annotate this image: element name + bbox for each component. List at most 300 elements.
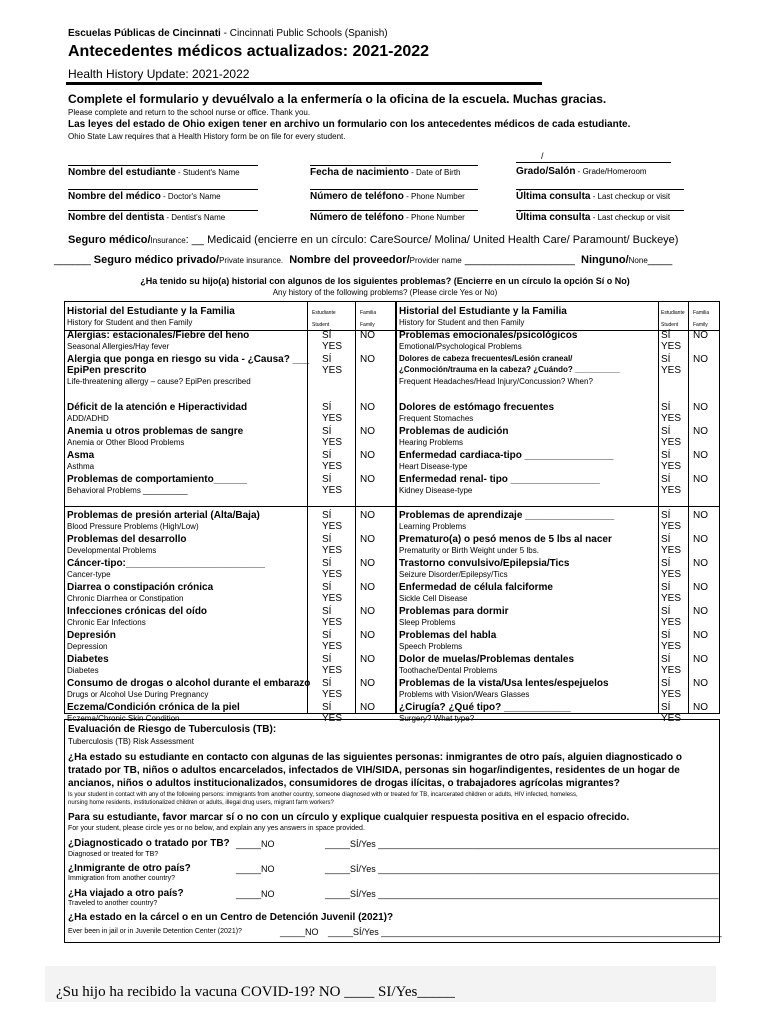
dentist-line[interactable] (68, 210, 258, 211)
student-no-option[interactable]: NO (693, 330, 708, 341)
student-yes-option[interactable] (661, 402, 681, 424)
row-label: Problemas de audición (399, 426, 509, 437)
student-no-option[interactable]: NO (360, 606, 375, 617)
row-label-2: EpiPen prescrito (67, 365, 147, 376)
student-no-option[interactable]: NO (360, 510, 375, 521)
insurance-label: Seguro médico/ (68, 234, 151, 246)
student-no-option[interactable]: NO (360, 330, 375, 341)
row-label: Dolores de cabeza frecuentes/Lesión craneal/ (399, 354, 573, 363)
student-no-option[interactable]: NO (693, 702, 708, 713)
yes-text: YES (322, 641, 343, 652)
col-student-en: Student (312, 322, 330, 328)
student-no-option[interactable]: NO (693, 606, 708, 617)
history-question-es: ¿Ha tenido su hijo(a) historial con algunos de los siguientes problemas? (Encierre en un círculo la opción Sí o No) (140, 276, 630, 286)
phone1-label-es: Número de teléfono (310, 191, 404, 202)
tb-q2-yes[interactable]: _____SÍ/Yes ____________________________________________________________________ (325, 864, 719, 874)
table-row (396, 678, 720, 702)
si-text: SÍ (661, 654, 671, 665)
row-label-en: Depression (67, 642, 108, 651)
student-yes-option[interactable] (322, 330, 342, 352)
table-row (396, 450, 720, 474)
row-label-2: ¿Conmoción/trauma en la cabeza? ¿Cuándo? __________ (399, 365, 620, 374)
table-row (396, 582, 720, 606)
tb-instructions-es: Para su estudiante, favor marcar sí o no con un círculo y explique cualquier respuesta positiva en el espacio ofrecido. (68, 812, 630, 823)
row-label: Problemas emocionales/psicológicos (399, 330, 578, 341)
table-row (396, 474, 720, 504)
student-yes-option[interactable] (322, 426, 342, 448)
row-label: Asma (67, 450, 95, 461)
checkup1-label (516, 191, 670, 202)
row-label: Consumo de drogas o alcohol durante el embarazo (67, 678, 311, 689)
row-label-en: Drugs or Alcohol Use During Pregnancy (67, 690, 209, 699)
si-text: SÍ (322, 354, 332, 365)
student-no-option[interactable]: NO (693, 558, 708, 569)
row-label: Trastorno convulsivo/Epilepsia/Tics (399, 558, 570, 569)
table-row (64, 534, 395, 558)
row-label: ¿Cirugía? ¿Qué tipo? ____________ (399, 702, 571, 713)
checkup2-line[interactable] (516, 210, 684, 211)
row-label: Infecciones crónicas del oído (67, 606, 208, 617)
dentist-label-en: - Dentist's Name (164, 213, 226, 222)
col-family: Familia (360, 310, 377, 316)
student-yes-option[interactable] (661, 354, 681, 376)
row-label-en: Blood Pressure Problems (High/Low) (67, 522, 199, 531)
tb-q2: ¿Inmigrante de otro país? (68, 863, 191, 874)
row-label-en: Chronic Diarrhea or Constipation (67, 594, 184, 603)
yes-text: YES (661, 461, 682, 472)
student-no-option[interactable]: NO (360, 402, 375, 413)
grade-label-en: - Grade/Homeroom (575, 167, 647, 176)
none-blank: ____ (647, 254, 673, 266)
grade-line[interactable] (516, 162, 671, 163)
row-label-en: Eczema/Chronic Skin Condition (67, 714, 180, 723)
yes-text: YES (322, 437, 343, 448)
student-yes-option[interactable] (322, 582, 342, 604)
row-label-en: Anemia or Other Blood Problems (67, 438, 185, 447)
tb-q1-yes[interactable]: _____SÍ/Yes ____________________________________________________________________ (325, 839, 719, 849)
tb-contact-es-1: ¿Ha estado su estudiante en contacto con algunas de las siguientes personas: inmigrantes de otro país, alguien diagnosticado o (68, 752, 683, 763)
doctor-label-en: - Doctor's Name (160, 192, 221, 201)
si-text: SÍ (661, 630, 671, 641)
row-label: Problemas de aprendizaje ________________ (399, 510, 615, 521)
table-row (396, 354, 720, 402)
student-no-option[interactable]: NO (360, 702, 375, 713)
student-name-label (68, 167, 240, 178)
table-row (64, 402, 395, 426)
row-label-en: Life-threatening allergy – cause? EpiPen prescribed (67, 377, 251, 386)
date-slash: / (541, 151, 544, 161)
yes-text: YES (322, 593, 343, 604)
student-no-option[interactable]: NO (360, 450, 375, 461)
tb-q4-no[interactable]: _____NO (280, 927, 319, 937)
si-text: SÍ (322, 426, 332, 437)
insurance-label-en: Insurance (150, 236, 186, 245)
student-yes-option[interactable] (661, 606, 681, 628)
table-row (64, 582, 395, 606)
yes-text: YES (322, 365, 343, 376)
row-label-en: Asthma (67, 462, 95, 471)
row-label: Alergias: estacionales/Fiebre del heno (67, 330, 250, 341)
student-yes-option[interactable] (322, 630, 342, 652)
row-label: Enfermedad de célula falciforme (399, 582, 553, 593)
si-text: SÍ (322, 558, 332, 569)
ohio-law-en: Ohio State Law requires that a Health History form be on file for every student. (68, 132, 346, 141)
student-name-line[interactable] (68, 165, 258, 166)
student-no-option[interactable]: NO (693, 510, 708, 521)
row-label: Depresión (67, 630, 116, 641)
si-text: SÍ (661, 702, 671, 713)
row-label: Problemas del habla (399, 630, 497, 641)
student-yes-option[interactable] (322, 654, 342, 676)
table-title: Historial del Estudiante y la Familia (399, 306, 567, 317)
student-no-option[interactable]: NO (360, 558, 375, 569)
si-text: SÍ (661, 582, 671, 593)
private-insurance-blank: ______ (54, 254, 94, 266)
col-student: Estudiante (661, 310, 685, 316)
yes-text: YES (661, 341, 682, 352)
row-label: Eczema/Condición crónica de la piel (67, 702, 240, 713)
phone1-line[interactable] (310, 189, 478, 190)
none-label-en: None (628, 256, 648, 265)
student-name-label-en: - Student's Name (175, 168, 240, 177)
table-row (64, 354, 395, 402)
si-text: SÍ (322, 582, 332, 593)
si-text: SÍ (322, 630, 332, 641)
yes-text: YES (322, 413, 343, 424)
student-no-option[interactable]: NO (360, 474, 375, 485)
tb-q3-yes[interactable]: _____SÍ/Yes ____________________________________________________________________ (325, 889, 719, 899)
row-label-en: Learning Problems (399, 522, 467, 531)
row-label-en: Problems with Vision/Wears Glasses (399, 690, 530, 699)
provider-label-en: Provider name (409, 256, 462, 265)
si-text: SÍ (322, 450, 332, 461)
row-label: Cáncer-tipo:_________________________ (67, 558, 265, 569)
row-label-en: Developmental Problems (67, 546, 157, 555)
org-subtitle: - Cincinnati Public Schools (Spanish) (220, 28, 388, 39)
student-no-option[interactable]: NO (693, 402, 708, 413)
private-insurance-line[interactable] (54, 254, 672, 266)
phone2-label-en: - Phone Number (403, 213, 465, 222)
student-yes-option[interactable] (661, 654, 681, 676)
student-no-option[interactable]: NO (360, 654, 375, 665)
student-yes-option[interactable] (322, 534, 342, 556)
student-no-option[interactable]: NO (693, 582, 708, 593)
row-label-en: Heart Disease-type (399, 462, 468, 471)
org-name: Escuelas Públicas de Cincinnati (68, 28, 221, 39)
si-text: SÍ (322, 474, 332, 485)
student-yes-option[interactable] (661, 558, 681, 580)
table-row (396, 426, 720, 450)
si-text: SÍ (661, 534, 671, 545)
tb-contact-es-3: ancianos, niños o adultos institucionalizados, consumidores de drogas ilícitas, o trabajadores agrícolas migrantes? (68, 778, 620, 789)
row-label-en: Seizure Disorder/Epilepsy/Tics (399, 570, 508, 579)
covid-question[interactable]: ¿Su hijo ha recibido la vacuna COVID-19? NO ____ SI/Yes_____ (56, 984, 455, 1000)
phone2-label (310, 212, 465, 223)
row-label: Problemas del desarrollo (67, 534, 187, 545)
col-family: Familia (693, 310, 710, 316)
si-text: SÍ (661, 426, 671, 437)
row-label: Déficit de la atención e Hiperactividad (67, 402, 248, 413)
student-yes-option[interactable] (661, 330, 681, 352)
table-row (396, 558, 720, 582)
row-label: Problemas de la vista/Usa lentes/espejuelos (399, 678, 609, 689)
table-row (396, 510, 720, 534)
checkup1-label-es: Última consulta (516, 191, 591, 202)
tb-contact-en-2: nursing home residents, institutionalized children or adults, illegal drug users, migrant farm workers? (68, 800, 334, 806)
si-text: SÍ (322, 402, 332, 413)
yes-text: YES (322, 665, 343, 676)
student-no-option[interactable]: NO (693, 654, 708, 665)
row-label: Diabetes (67, 654, 109, 665)
yes-text: YES (322, 689, 343, 700)
insurance-line[interactable] (68, 234, 678, 246)
yes-text: YES (322, 569, 343, 580)
tb-q4-en: Ever been in jail or in Juvenile Detention Center (2021)? (68, 928, 242, 935)
yes-text: YES (661, 641, 682, 652)
yes-text: YES (322, 617, 343, 628)
row-label-en: Sickle Cell Disease (399, 594, 468, 603)
table-row (396, 606, 720, 630)
title-rule (66, 82, 542, 85)
grade-label-es: Grado/Salón (516, 166, 576, 177)
row-label: Enfermedad renal- tipo ________________ (399, 474, 600, 485)
col-family-en: Family (693, 322, 708, 328)
si-text: SÍ (661, 330, 671, 341)
row-label: Anemia u otros problemas de sangre (67, 426, 244, 437)
student-yes-option[interactable] (322, 510, 342, 532)
table-row (64, 558, 395, 582)
student-yes-option[interactable] (661, 678, 681, 700)
tb-q4: ¿Ha estado en la cárcel o en un Centro de Detención Juvenil (2021)? (68, 912, 394, 923)
student-no-option[interactable]: NO (693, 630, 708, 641)
doctor-label-es: Nombre del médico (68, 191, 161, 202)
checkup2-label-en: - Last checkup or visit (590, 213, 671, 222)
provider-blank: __________________ (461, 254, 575, 266)
yes-text: YES (322, 485, 343, 496)
si-text: SÍ (661, 450, 671, 461)
row-label-en: Prematurity or Birth Weight under 5 lbs. (399, 546, 539, 555)
yes-text: YES (661, 365, 682, 376)
yes-text: YES (322, 341, 343, 352)
table-row (64, 330, 395, 354)
student-no-option[interactable]: NO (360, 678, 375, 689)
row-label-en: Cancer-type (67, 570, 111, 579)
tb-q3-no[interactable]: _____NO (236, 889, 275, 899)
si-text: SÍ (661, 606, 671, 617)
phone2-label-es: Número de teléfono (310, 212, 404, 223)
table-row (64, 630, 395, 654)
student-yes-option[interactable] (322, 474, 342, 496)
phone1-label (310, 191, 465, 202)
row-label: Diarrea o constipación crónica (67, 582, 214, 593)
yes-text: YES (661, 665, 682, 676)
ohio-law-es: Las leyes del estado de Ohio exigen tener en archivo un formulario con los antecedentes médicos de cada estudiante. (68, 119, 631, 130)
yes-text: YES (661, 713, 682, 724)
row-label-en: Frequent Stomaches (399, 414, 474, 423)
row-label-en: Frequent Headaches/Head Injury/Concussion? When? (399, 377, 593, 386)
student-yes-option[interactable] (661, 534, 681, 556)
si-text: SÍ (661, 474, 671, 485)
row-label-en: Diabetes (67, 666, 99, 675)
yes-text: YES (661, 413, 682, 424)
student-yes-option[interactable] (661, 426, 681, 448)
tb-instructions-en: For your student, please circle yes or no below, and explain any yes answers in space provided. (68, 825, 365, 832)
student-no-option[interactable]: NO (693, 474, 708, 485)
si-text: SÍ (322, 606, 332, 617)
student-yes-option[interactable] (322, 450, 342, 472)
row-label: Dolores de estómago frecuentes (399, 402, 555, 413)
yes-text: YES (661, 617, 682, 628)
si-text: SÍ (322, 702, 332, 713)
student-yes-option[interactable] (661, 510, 681, 532)
si-text: SÍ (661, 558, 671, 569)
yes-text: YES (661, 485, 682, 496)
doctor-label (68, 191, 221, 202)
row-label: Problemas de comportamiento______ (67, 474, 248, 485)
table-row (64, 450, 395, 474)
student-no-option[interactable]: NO (360, 582, 375, 593)
yes-text: YES (322, 713, 343, 724)
yes-text: YES (661, 545, 682, 556)
yes-text: YES (661, 689, 682, 700)
checkup1-line[interactable] (516, 189, 684, 190)
si-text: SÍ (661, 510, 671, 521)
table-row (64, 678, 395, 702)
tb-title-en: Tuberculosis (TB) Risk Assessment (68, 737, 194, 746)
student-yes-option[interactable] (661, 630, 681, 652)
phone2-line[interactable] (310, 210, 478, 211)
dob-line[interactable] (310, 165, 478, 166)
table-row (64, 606, 395, 630)
student-yes-option[interactable] (661, 450, 681, 472)
checkup1-label-en: - Last checkup or visit (590, 192, 671, 201)
table-title: Historial del Estudiante y la Familia (67, 306, 235, 317)
col-student-en: Student (661, 322, 679, 328)
si-text: SÍ (322, 510, 332, 521)
si-text: SÍ (661, 354, 671, 365)
row-label-en: Speech Problems (399, 642, 463, 651)
col-family-en: Family (360, 322, 375, 328)
student-no-option[interactable]: NO (360, 630, 375, 641)
org-line (68, 28, 388, 39)
tb-contact-en-1: Is your student in contact with any of the following persons: immigrants from another country, someone diagnosed with or treated for TB, incarcerated children or adults, HIV infected, homeless, (68, 792, 578, 798)
history-right-column (396, 301, 720, 724)
dentist-label-es: Nombre del dentista (68, 212, 165, 223)
page-subtitle: Health History Update: 2021-2022 (68, 67, 250, 81)
tb-q4-yes[interactable]: _____SÍ/Yes ____________________________________________________________________ (328, 927, 722, 937)
dob-label (310, 167, 461, 178)
tb-q1-no[interactable]: _____NO (236, 839, 275, 849)
table-title-en: History for Student and then Family (399, 318, 525, 327)
row-label: Problemas de presión arterial (Alta/Baja) (67, 510, 260, 521)
provider-label: Nombre del proveedor/ (289, 254, 410, 266)
yes-text: YES (661, 593, 682, 604)
instruction-es: Complete el formulario y devuélvalo a la enfermería o la oficina de la escuela. Muchas gracias. (68, 92, 607, 106)
table-row (64, 510, 395, 534)
checkup2-label (516, 212, 670, 223)
student-yes-option[interactable] (322, 402, 342, 424)
table-row (396, 330, 720, 354)
student-yes-option[interactable] (661, 582, 681, 604)
private-insurance-label: Seguro médico privado/ (93, 254, 220, 266)
row-label: Alergia que ponga en riesgo su vida - ¿Causa? ___ (67, 354, 310, 365)
history-question-en: Any history of the following problems? (Please circle Yes or No) (272, 288, 498, 297)
row-label-en: Emotional/Psychological Problems (399, 342, 522, 351)
tb-title: Evaluación de Riesgo de Tuberculosis (TB): (68, 724, 277, 735)
none-label: Ninguno/ (581, 254, 629, 266)
history-left-column (64, 301, 395, 724)
student-yes-option[interactable] (661, 474, 681, 496)
row-label-en: ADD/ADHD (67, 414, 109, 423)
si-text: SÍ (322, 534, 332, 545)
row-label-en: Sleep Problems (399, 618, 456, 627)
yes-text: YES (322, 461, 343, 472)
student-no-option[interactable]: NO (360, 534, 375, 545)
yes-text: YES (322, 545, 343, 556)
student-yes-option[interactable] (322, 354, 342, 376)
dob-label-es: Fecha de nacimiento (310, 167, 409, 178)
yes-text: YES (661, 437, 682, 448)
row-label: Enfermedad cardiaca-tipo ________________ (399, 450, 614, 461)
student-no-option[interactable]: NO (693, 450, 708, 461)
table-row (396, 534, 720, 558)
si-text: SÍ (322, 330, 332, 341)
si-text: SÍ (322, 654, 332, 665)
page-title: Antecedentes médicos actualizados: 2021-2022 (68, 43, 430, 60)
private-insurance-label-en: Private insurance. (219, 256, 284, 265)
row-label-en: Behavioral Problems __________ (67, 486, 188, 495)
phone1-label-en: - Phone Number (403, 192, 465, 201)
table-row (64, 426, 395, 450)
col-student: Estudiante (312, 310, 336, 316)
row-label-en: Chronic Ear Infections (67, 618, 146, 627)
doctor-line[interactable] (68, 189, 258, 190)
table-row (396, 654, 720, 678)
tb-q1: ¿Diagnosticado o tratado por TB? (68, 838, 230, 849)
row-label: Problemas para dormir (399, 606, 509, 617)
row-label-en: Hearing Problems (399, 438, 464, 447)
tb-q3: ¿Ha viajado a otro país? (68, 888, 184, 899)
student-yes-option[interactable] (322, 678, 342, 700)
table-row (64, 654, 395, 678)
row-label: Prematuro(a) o pesó menos de 5 lbs al nacer (399, 534, 612, 545)
student-no-option[interactable]: NO (693, 354, 708, 365)
student-no-option[interactable]: NO (693, 426, 708, 437)
row-label-en: Kidney Disease-type (399, 486, 473, 495)
student-name-label-es: Nombre del estudiante (68, 167, 176, 178)
row-label-en: Toothache/Dental Problems (399, 666, 498, 675)
student-no-option[interactable]: NO (693, 678, 708, 689)
tb-q3-en: Traveled to another country? (68, 900, 158, 907)
dob-label-en: - Date of Birth (408, 168, 461, 177)
tb-q2-no[interactable]: _____NO (236, 864, 275, 874)
student-yes-option[interactable] (322, 606, 342, 628)
student-yes-option[interactable] (322, 558, 342, 580)
student-no-option[interactable]: NO (693, 534, 708, 545)
yes-text: YES (661, 521, 682, 532)
insurance-options: : __ Medicaid (encierre en un círculo: CareSource/ Molina/ United Health Care/ Paramount/ Buckeye) (185, 234, 679, 246)
checkup2-label-es: Última consulta (516, 212, 591, 223)
student-no-option[interactable]: NO (360, 354, 375, 365)
tb-q2-en: Immigration from another country? (68, 875, 175, 882)
si-text: SÍ (661, 678, 671, 689)
section-rule (64, 506, 720, 507)
table-row (396, 402, 720, 426)
row-label-en: Surgery? What type? (399, 714, 475, 723)
row-label-en: Seasonal Allergies/Hay fever (67, 342, 170, 351)
student-no-option[interactable]: NO (360, 426, 375, 437)
si-text: SÍ (322, 678, 332, 689)
